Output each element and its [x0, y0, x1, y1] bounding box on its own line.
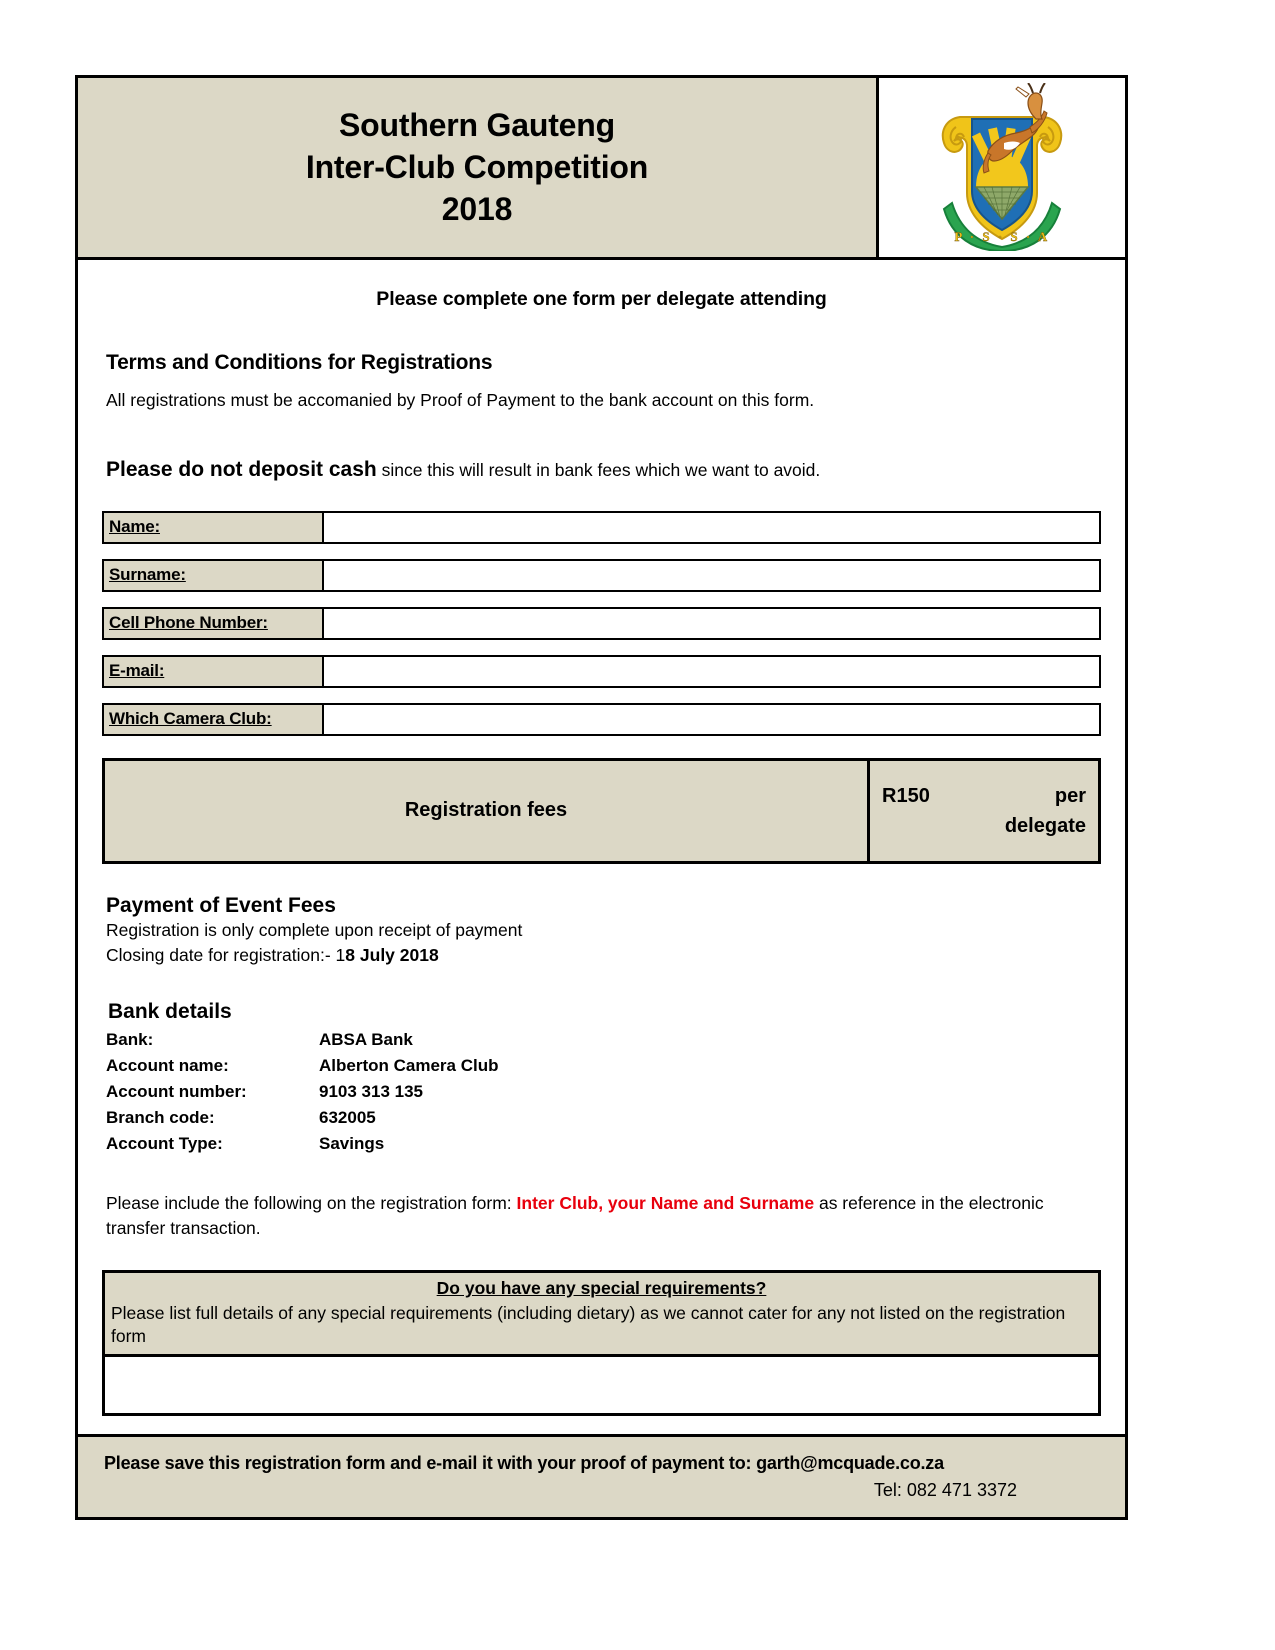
reference-prefix: Please include the following on the registration form [106, 1193, 507, 1214]
special-requirements-answer-cell[interactable] [105, 1357, 1098, 1413]
closing-date-prefix: Closing date for registration:- 1 [106, 945, 346, 966]
bank-details-table [106, 1027, 498, 1157]
field-label-email-cell [102, 655, 324, 688]
field-label-email: E-mail: [109, 661, 165, 681]
footer-submit-instruction: Please save this registration form and e-mail it with your proof of payment to: garth@mcquade.co.za [104, 1453, 944, 1474]
bank-detail-value: ABSA Bank [319, 1029, 413, 1049]
field-label-cell-phone-cell [102, 607, 324, 640]
terms-paragraph: All registrations must be accomanied by Proof of Payment to the bank account on this form. [106, 389, 815, 410]
form-footer [78, 1434, 1125, 1517]
field-label-camera-club: Which Camera Club: [109, 709, 272, 729]
no-cash-bold: Please do not deposit cash [106, 458, 377, 482]
camera-club-input[interactable] [324, 705, 1099, 734]
bank-detail-row [106, 1131, 498, 1157]
logo-banner-text: P · S · S · A [954, 229, 1050, 245]
bank-detail-key: Bank: [106, 1029, 154, 1049]
footer-telephone: Tel: 082 471 3372 [873, 1480, 1017, 1501]
field-label-name: Name: [109, 517, 160, 537]
special-requirements-box [102, 1270, 1101, 1417]
special-requirements-title: Do you have any special requirements? [436, 1277, 767, 1298]
field-row-surname [102, 559, 1101, 592]
bank-detail-key: Account Type: [106, 1133, 223, 1153]
header-title-line-3: 2018 [441, 191, 513, 228]
email-input[interactable] [324, 657, 1099, 686]
field-row-cell-phone [102, 607, 1101, 640]
field-label-surname-cell [102, 559, 324, 592]
name-input[interactable] [324, 513, 1099, 542]
registration-fees-row [102, 758, 1101, 864]
payment-line-1: Registration is only complete upon receipt of payment [106, 919, 523, 940]
bank-detail-row [106, 1105, 498, 1131]
fees-amount-value: R150 [882, 784, 930, 807]
no-cash-rest: since this will result in bank fees which we want to avoid. [376, 460, 821, 481]
header-title-line-1: Southern Gauteng [339, 107, 615, 143]
header-logo-cell [879, 78, 1125, 257]
bank-detail-value: 9103 313 135 [319, 1081, 423, 1101]
bank-detail-row [106, 1053, 498, 1079]
field-row-name [102, 511, 1101, 544]
fees-per-word: per [1054, 784, 1086, 807]
field-input-camera-club-cell[interactable] [324, 703, 1101, 736]
special-requirements-input[interactable] [105, 1357, 1098, 1413]
registration-fees-amount [870, 761, 1098, 861]
field-row-camera-club [102, 703, 1101, 736]
payment-reference-note [106, 1191, 1101, 1242]
field-input-email-cell[interactable] [324, 655, 1101, 688]
bank-detail-key: Account name: [106, 1055, 229, 1075]
bank-detail-row [106, 1079, 498, 1105]
terms-heading: Terms and Conditions for Registrations [106, 350, 493, 374]
no-cash-notice [106, 456, 1101, 484]
closing-date-value: 8 July 2018 [345, 945, 439, 966]
bank-detail-value: Alberton Camera Club [319, 1055, 499, 1075]
reference-suffix: as reference in the electronic transfer transaction. [106, 1193, 1044, 1239]
bank-detail-row [106, 1027, 498, 1053]
bank-details-heading: Bank details [108, 1000, 232, 1024]
registration-fees-label: Registration fees [105, 761, 870, 861]
cell-phone-input[interactable] [324, 609, 1099, 638]
field-label-camera-club-cell [102, 703, 324, 736]
bank-detail-value: 632005 [319, 1107, 376, 1127]
field-label-surname: Surname: [109, 565, 186, 585]
fees-unit-word: delegate [1004, 814, 1086, 837]
field-row-email [102, 655, 1101, 688]
form-body [78, 288, 1125, 1417]
field-label-name-cell [102, 511, 324, 544]
header-title-line-2: Inter-Club Competition [305, 149, 649, 186]
special-requirements-description: Please list full details of any special requirements (including dietary) as we cannot cater for any not listed on the registration form [111, 1302, 1066, 1346]
field-input-surname-cell[interactable] [324, 559, 1101, 592]
pssa-springbok-shield-logo-icon [932, 83, 1072, 251]
header-title-block [78, 78, 879, 257]
reference-colon: : [506, 1193, 517, 1214]
delegate-fields [102, 511, 1101, 736]
form-header [78, 78, 1125, 260]
field-input-name-cell[interactable] [324, 511, 1101, 544]
payment-line-2 [106, 943, 1101, 968]
registration-form-page [75, 75, 1128, 1520]
special-requirements-prompt [105, 1273, 1098, 1358]
payment-heading: Payment of Event Fees [106, 893, 336, 917]
surname-input[interactable] [324, 561, 1099, 590]
form-subtitle: Please complete one form per delegate attending [376, 287, 827, 310]
reference-highlight: Inter Club, your Name and Surname [516, 1193, 815, 1214]
bank-detail-key: Account number: [106, 1081, 247, 1101]
field-label-cell-phone: Cell Phone Number: [109, 613, 268, 633]
bank-detail-key: Branch code: [106, 1107, 215, 1127]
bank-detail-value: Savings [319, 1133, 385, 1153]
field-input-cell-phone-cell[interactable] [324, 607, 1101, 640]
